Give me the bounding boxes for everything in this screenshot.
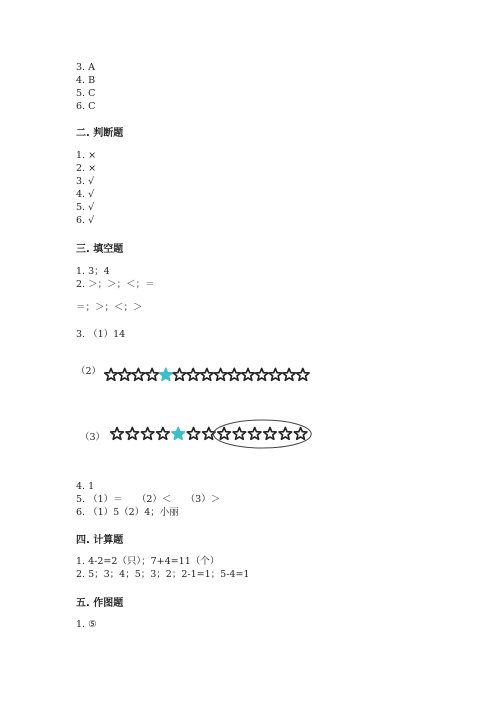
answer-line: 3. A — [76, 62, 95, 73]
star-icon — [294, 427, 307, 439]
answer-line: 4. 1 — [76, 481, 95, 492]
highlighted-star-icon — [160, 368, 173, 380]
star-icon — [214, 368, 227, 380]
star-icon — [242, 368, 255, 380]
answer-line: 2. × — [76, 163, 97, 174]
star-icon — [264, 427, 277, 439]
star-icon — [283, 368, 296, 380]
star-icon — [218, 427, 231, 439]
section-heading: 五. 作图题 — [76, 598, 124, 609]
star-icon — [111, 427, 124, 439]
star-row-3 — [110, 418, 332, 452]
answer-line: 1. 3；4 — [76, 266, 110, 277]
answer-line: 6. （1）5（2）4；小丽 — [76, 507, 179, 518]
star-icon — [173, 368, 186, 380]
star-row-2 — [104, 366, 316, 384]
star-icon — [105, 368, 118, 380]
star-icon — [132, 368, 145, 380]
section-heading: 四. 计算题 — [76, 535, 124, 546]
star-icon — [187, 368, 200, 380]
star-icon — [157, 427, 170, 439]
answer-line: 2. ＞；＞；＜；＝ — [76, 279, 155, 290]
answer-line: 5. （1）＝ （2）＜ （3）＞ — [76, 494, 221, 505]
highlighted-star-icon — [172, 427, 185, 439]
answer-line: 3. （1）14 — [76, 329, 126, 340]
answer-line: 3. √ — [76, 176, 95, 187]
answer-line: 1. 4-2=2（只）；7+4=11（个） — [76, 556, 220, 567]
answer-line: 2. 5；3；4；5；3；2；2-1=1；5-4=1 — [76, 569, 250, 580]
section-heading: 三. 填空题 — [76, 244, 124, 255]
answer-line: 4. √ — [76, 189, 95, 200]
answer-line: 1. × — [76, 150, 97, 161]
star-icon — [255, 368, 268, 380]
star-icon — [233, 427, 246, 439]
star-row-label: （3） — [80, 432, 106, 443]
answer-line: 6. C — [76, 101, 96, 112]
star-icon — [201, 368, 214, 380]
answer-line: 6. √ — [76, 215, 95, 226]
star-icon — [146, 368, 159, 380]
star-icon — [269, 368, 282, 380]
section-heading: 二. 判断题 — [76, 128, 124, 139]
star-row-label: （2） — [76, 366, 102, 377]
star-icon — [248, 427, 261, 439]
star-icon — [126, 427, 139, 439]
answer-line: ＝；＞；＜；＞ — [76, 302, 143, 313]
answer-line: 1. ⑤ — [76, 619, 97, 630]
answer-line: 5. C — [76, 88, 96, 99]
star-icon — [118, 368, 131, 380]
star-icon — [297, 368, 310, 380]
answer-line: 5. √ — [76, 202, 95, 213]
star-icon — [141, 427, 154, 439]
star-icon — [187, 427, 200, 439]
answer-line: 4. B — [76, 75, 96, 86]
star-icon — [228, 368, 241, 380]
star-icon — [279, 427, 292, 439]
